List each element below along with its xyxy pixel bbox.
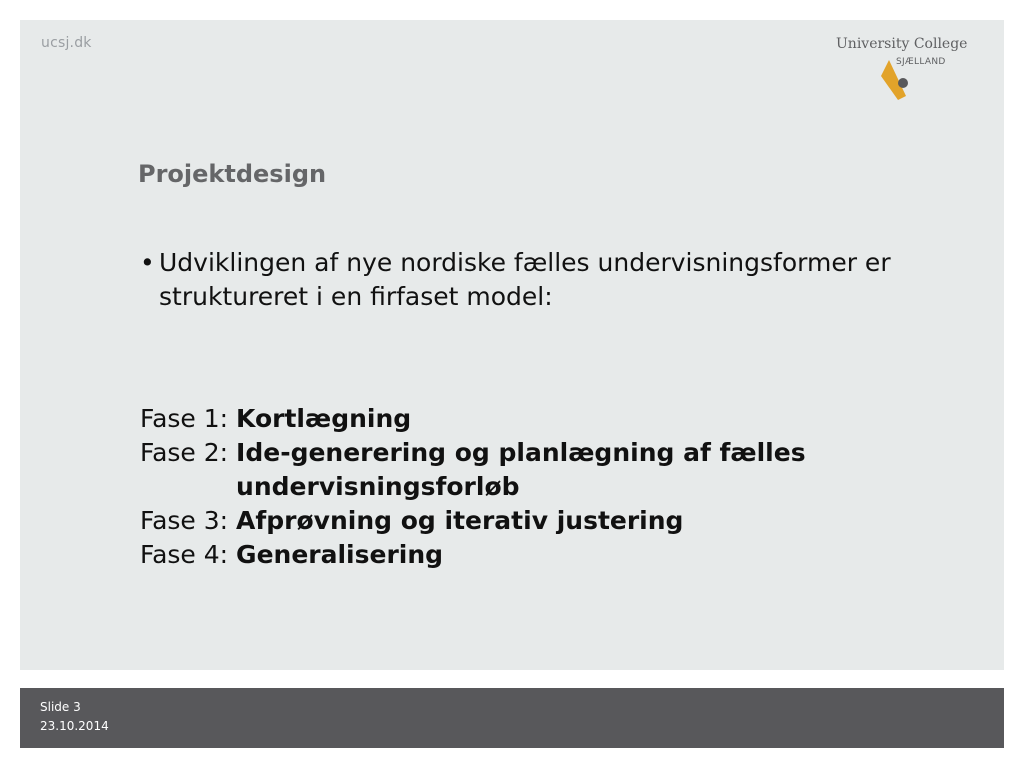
site-url: ucsj.dk	[41, 35, 92, 51]
phase-name: Ide-generering og planlægning af fælles undervisningsforløb	[236, 438, 806, 501]
bullet-item	[140, 246, 900, 314]
phase-label: Fase 3:	[140, 506, 237, 535]
university-college-logo	[832, 36, 992, 120]
bullet-symbol: •	[140, 248, 155, 277]
logo-subtitle: SJÆLLAND	[896, 57, 946, 67]
bullet-list	[140, 246, 900, 314]
phase-name: Kortlægning	[236, 404, 412, 433]
slide-panel	[20, 20, 1004, 670]
slide-title: Projektdesign	[138, 160, 327, 188]
slide-number: Slide 3	[40, 700, 81, 714]
phase-item	[140, 538, 960, 572]
slide-footer	[20, 688, 1004, 748]
bullet-text: Udviklingen af nye nordiske fælles undervisningsformer er struktureret i en firfaset model:	[159, 248, 891, 311]
phase-item	[140, 402, 960, 436]
phase-label: Fase 2:	[140, 438, 237, 467]
phase-list	[140, 402, 960, 572]
logo-mark-icon	[832, 36, 992, 120]
slide-date: 23.10.2014	[40, 719, 109, 733]
phase-name: Afprøvning og iterativ justering	[236, 506, 684, 535]
logo-name: University College	[836, 36, 968, 52]
phase-name: Generalisering	[236, 540, 444, 569]
phase-label: Fase 1:	[140, 404, 237, 433]
phase-item	[140, 436, 960, 504]
phase-label: Fase 4:	[140, 540, 237, 569]
phase-item	[140, 504, 960, 538]
logo-dot-shape	[898, 78, 908, 88]
